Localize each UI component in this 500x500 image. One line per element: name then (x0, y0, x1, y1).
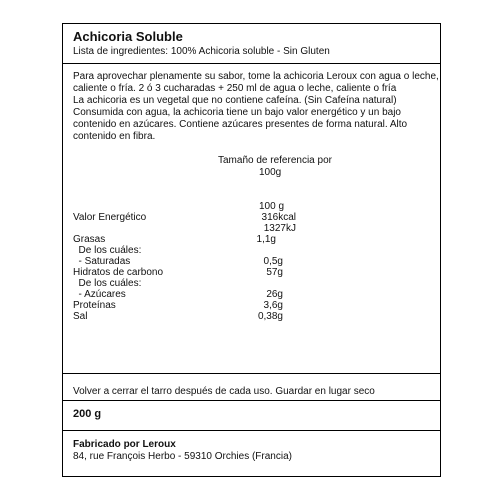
nutrition-value-energy-kj: 1327kJ (263, 223, 296, 234)
description-line: contenido en fibra. (73, 131, 156, 142)
nutrition-value-fat: 1,1g (256, 234, 276, 245)
product-title: Achicoria Soluble (73, 29, 183, 44)
divider-top (62, 63, 441, 64)
nutrition-value-salt: 0,38g (257, 311, 283, 322)
storage-instructions: Volver a cerrar el tarro después de cada uso. Guardar en lugar seco (73, 386, 375, 397)
nutrition-label-saturated: - Saturadas (73, 256, 131, 267)
nutrition-label-carbohydrates: Hidratos de carbono (73, 267, 164, 278)
divider-storage (62, 373, 441, 374)
description-line: contenido en azúcares. Contiene azúcares presentes de forma natural. Alto (73, 119, 408, 130)
nutrition-label-protein: Proteínas (73, 300, 116, 311)
nutrition-label-of-which: De los cuáles: (73, 278, 142, 289)
nutrition-label-of-which: De los cuáles: (73, 245, 142, 256)
nutrition-label-fat: Grasas (73, 234, 106, 245)
description-line: La achicoria es un vegetal que no contiene cafeína. (Sin Cafeína natural) (73, 95, 397, 106)
manufacturer-name: Fabricado por Leroux (73, 439, 176, 450)
nutrition-label-energy: Valor Energético (73, 212, 147, 223)
nutrition-column-header: 100 g (259, 201, 285, 212)
nutrition-label-sugars: - Azúcares (73, 289, 126, 300)
nutrition-value-saturated: 0,5g (263, 256, 283, 267)
nutrition-value-carbohydrates: 57g (266, 267, 283, 278)
nutrition-label-salt: Sal (73, 311, 88, 322)
nutrition-reference-unit: 100g (259, 167, 282, 178)
divider-manufacturer (62, 430, 441, 431)
manufacturer-address: 84, rue François Herbo - 59310 Orchies (Francia) (73, 451, 292, 462)
net-weight: 200 g (73, 408, 102, 420)
nutrition-value-protein: 3,6g (263, 300, 283, 311)
nutrition-reference-header: Tamaño de referencia por (218, 155, 332, 166)
description-line: Para aprovechar plenamente su sabor, tome la achicoria Leroux con agua o leche, (73, 71, 439, 82)
description-line: caliente o fría. 2 ó 3 cucharadas + 250 ml de agua o leche, caliente o fría (73, 83, 397, 94)
ingredients-list: Lista de ingredientes: 100% Achicoria soluble - Sin Gluten (73, 46, 330, 57)
divider-weight (62, 400, 441, 401)
nutrition-value-sugars: 26g (266, 289, 283, 300)
description-line: Consumida con agua, la achicoria tiene un bajo valor energético y un bajo (73, 107, 401, 118)
nutrition-value-energy-kcal: 316kcal (261, 212, 296, 223)
